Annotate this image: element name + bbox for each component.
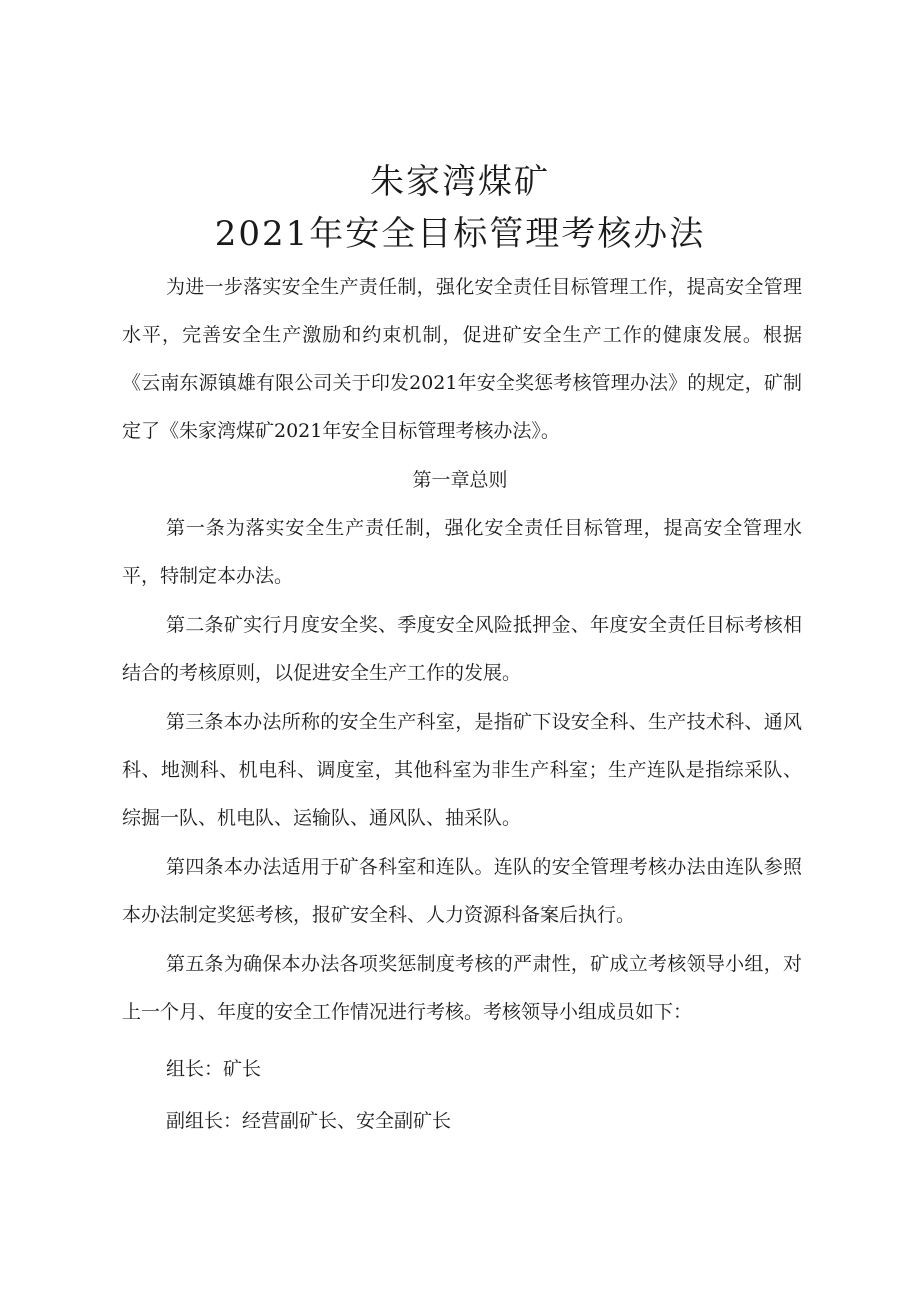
group-leader-line: 组长：矿长 <box>166 1058 262 1080</box>
article-2: 第二条矿实行月度安全奖、季度安全风险抵押金、年度安全责任目标考核相结合的考核原则，以促进安全生产工作的发展。 <box>122 614 802 684</box>
document-title-org: 朱家湾煤矿 <box>370 162 550 202</box>
deputy-leader-line: 副组长：经营副矿长、安全副矿长 <box>166 1110 452 1132</box>
chapter-heading: 第一章总则 <box>412 469 508 491</box>
article-1: 第一条为落实安全生产责任制，强化安全责任目标管理，提高安全管理水平，特制定本办法。 <box>122 517 802 587</box>
article-5: 第五条为确保本办法各项奖惩制度考核的严肃性，矿成立考核领导小组，对上一个月、年度的安全工作情况进行考核。考核领导小组成员如下： <box>122 953 802 1023</box>
document-title-main: 2021年安全目标管理考核办法 <box>214 214 706 254</box>
article-3: 第三条本办法所称的安全生产科室，是指矿下设安全科、生产技术科、通风科、地测科、机电科、调度室，其他科室为非生产科室；生产连队是指综采队、综掘一队、机电队、运输队、通风队、抽采队。 <box>122 711 802 829</box>
intro-paragraph: 为进一步落实安全生产责任制，强化安全责任目标管理工作，提高安全管理水平，完善安全生产激励和约束机制，促进矿安全生产工作的健康发展。根据《云南东源镇雄有限公司关于印发2021年安全奖惩考核管理办法》的规定，矿制定了《朱家湾煤矿2021年安全目标管理考核办法》。 <box>122 276 802 442</box>
article-4: 第四条本办法适用于矿各科室和连队。连队的安全管理考核办法由连队参照本办法制定奖惩考核，报矿安全科、人力资源科备案后执行。 <box>122 856 802 926</box>
